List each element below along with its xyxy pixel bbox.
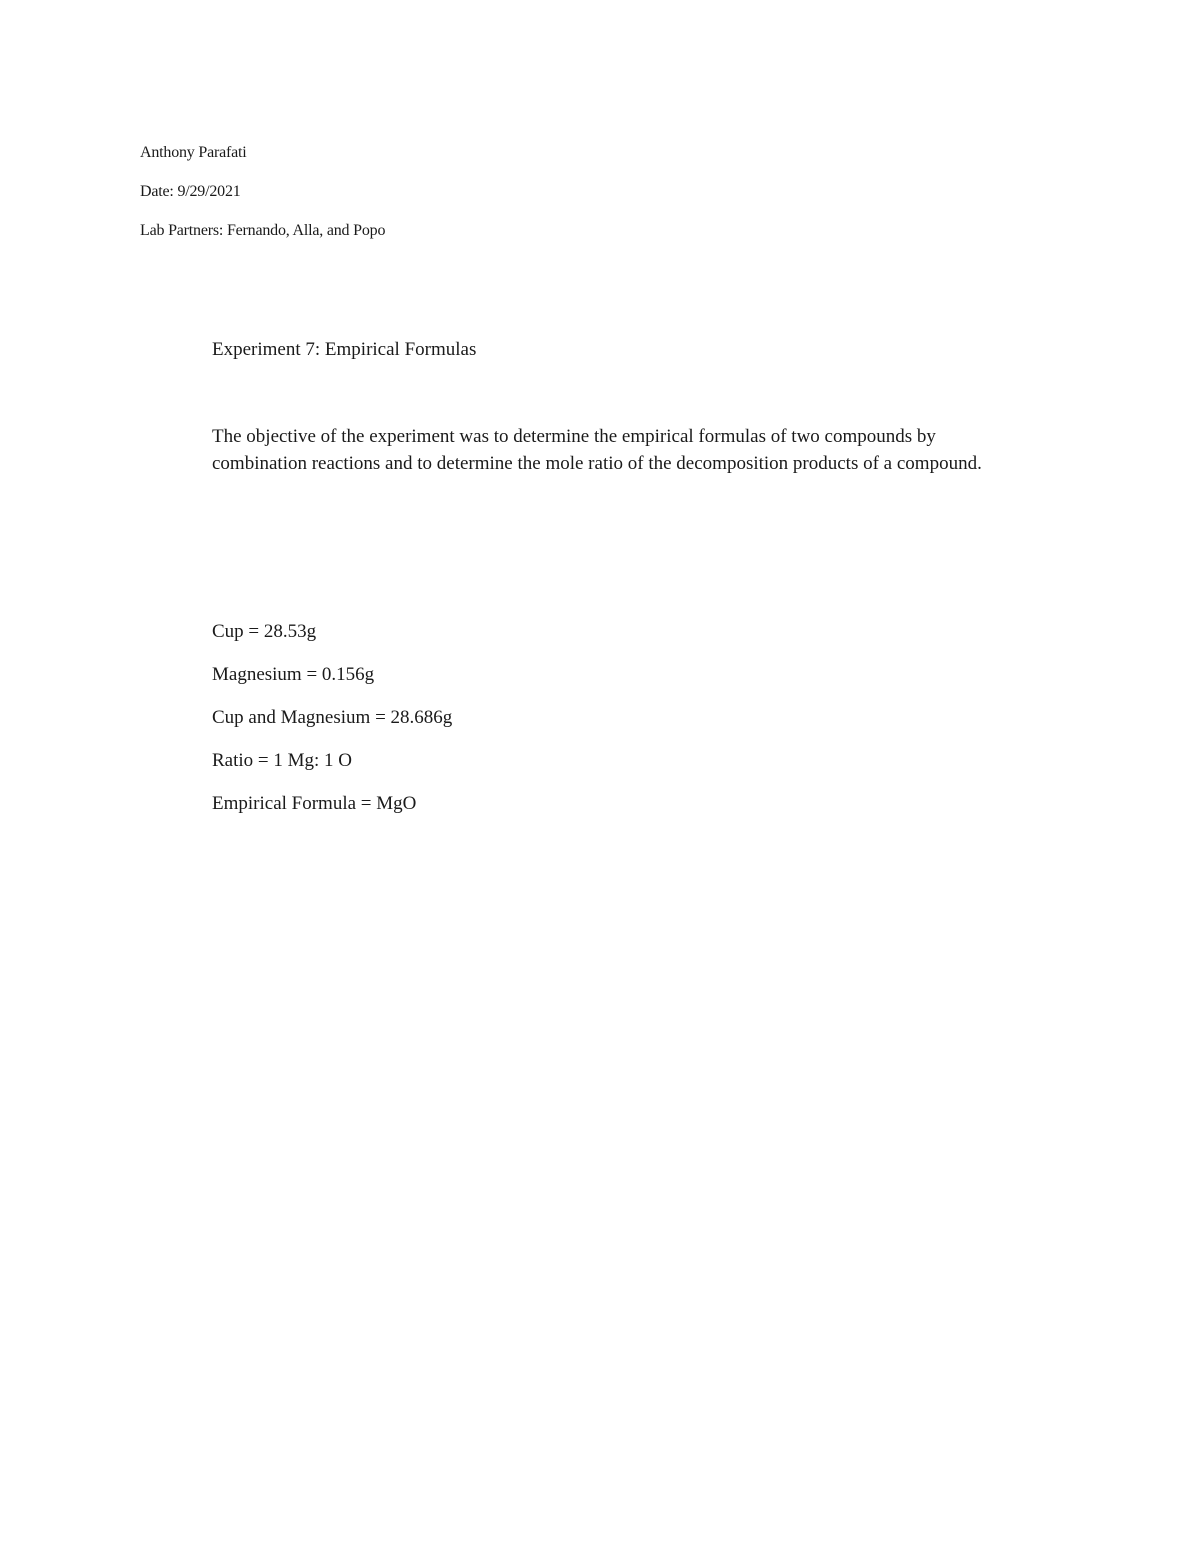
objective-line: The objective of the experiment was to determine the empirical formulas of two compounds by bbox=[212, 426, 936, 447]
result-empirical-formula: Empirical Formula = MgO bbox=[212, 793, 417, 814]
result-ratio: Ratio = 1 Mg: 1 O bbox=[212, 750, 353, 771]
result-cup-and-magnesium-mass: Cup and Magnesium = 28.686g bbox=[212, 707, 453, 728]
report-date: Date: 9/29/2021 bbox=[140, 183, 241, 200]
experiment-title: Experiment 7: Empirical Formulas bbox=[212, 339, 477, 360]
author-name: Anthony Parafati bbox=[140, 144, 247, 161]
results-list bbox=[212, 620, 452, 835]
result-cup-mass: Cup = 28.53g bbox=[212, 621, 317, 642]
objective-paragraph bbox=[212, 423, 1072, 477]
lab-partners: Lab Partners: Fernando, Alla, and Popo bbox=[140, 222, 386, 239]
result-magnesium-mass: Magnesium = 0.156g bbox=[212, 664, 375, 685]
objective-line: combination reactions and to determine the mole ratio of the decomposition products of a compound. bbox=[212, 453, 982, 474]
